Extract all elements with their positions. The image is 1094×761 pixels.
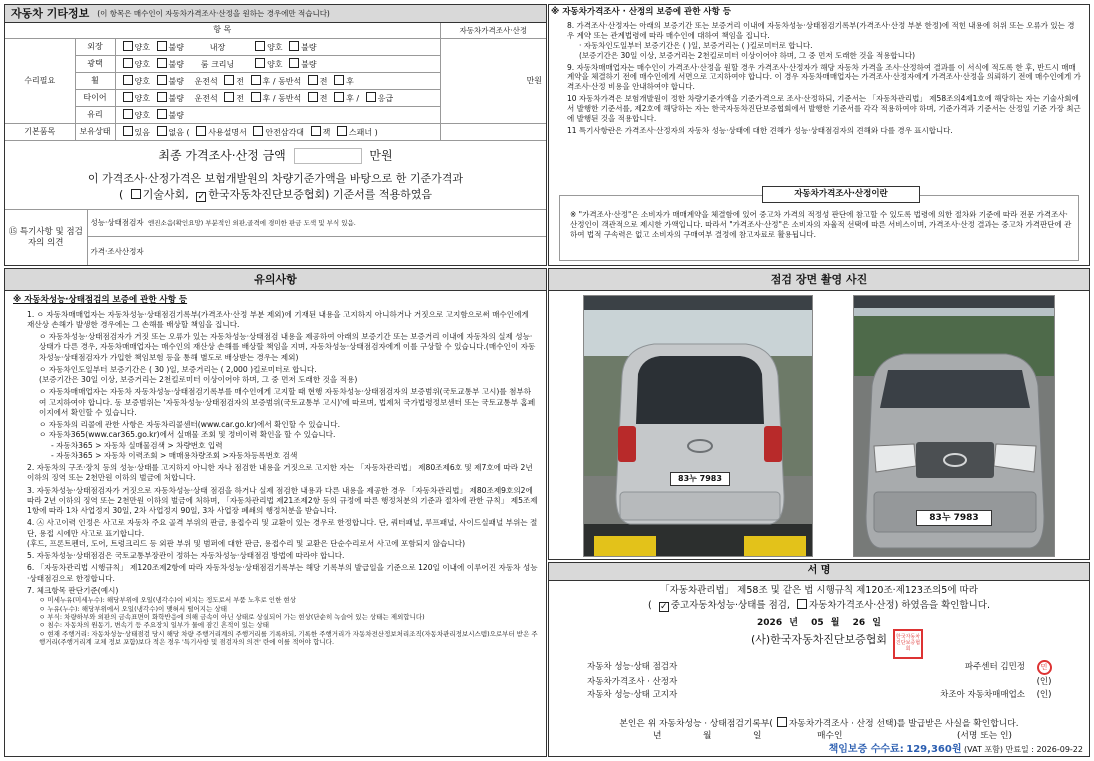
tire-row: 양호 불량 운전석 전 후 / 동반석 전 후 / 응급 xyxy=(115,89,440,106)
wheel-pass-rear-checkbox[interactable] xyxy=(334,75,344,85)
sig-date-line: 2026 년 05 월 26 일 xyxy=(757,617,881,628)
clause-8-period: · 자동차인도일부터 보증기간은 ( )일, 보증거리는 ( )킬로미터로 합니다. xyxy=(579,40,813,50)
final-price-label: 최종 가격조사·산정 금액 xyxy=(158,148,286,162)
rear-plate: 83누 7983 xyxy=(670,472,730,486)
tire-driver-rear-checkbox[interactable] xyxy=(251,92,261,102)
wheel-driver-rear-checkbox[interactable] xyxy=(251,75,261,85)
note-1e: ㅇ 자동차매매업자는 자동차 자동차성능·상태점검기록부를 매수인에게 고지할 때 현행 자동차성능·상태점검자의 보증범위(국토교통부 고시)를 첨부하여 고지하여야 합니다. 동 보증범위는 '자동차성능·상태점검자의 보증범위(국토교통부 고시)'에 따르며, 법제처 국가법령정보센터 또는 국토교통부 홈페이지에서 확인할 수 있습니다. xyxy=(39,387,536,417)
note-7c: ㅇ 부식: 차량하부와 외판의 금속표면이 화학반응에 의해 금속이 아닌 상태로 상실되어 가는 현상(단순히 녹슬어 있는 상태는 제외합니다) xyxy=(39,613,425,621)
items-have-checkbox[interactable] xyxy=(123,126,133,136)
fee-expiry: 만료일 : 2026-09-22 xyxy=(1005,745,1083,754)
room-good-checkbox[interactable] xyxy=(255,58,265,68)
note-1i: - 자동차365 > 자동차 이력조회 > 매매용차량조회 >자동차등록번호 검색 xyxy=(51,450,298,460)
gloss-good-checkbox[interactable] xyxy=(123,58,133,68)
wheel-bad-checkbox[interactable] xyxy=(157,75,167,85)
gloss-bad-checkbox[interactable] xyxy=(157,58,167,68)
front-plate: 83누 7983 xyxy=(916,510,992,526)
tire-bad-checkbox[interactable] xyxy=(157,92,167,102)
col-price-header: 자동차가격조사·산정 xyxy=(440,23,546,38)
price-warranty-title: ※ 자동차가격조사 · 산정의 보증에 관한 사항 등 xyxy=(549,5,1089,19)
appraiser-opinion-label: 가격·조사산정자 xyxy=(87,237,546,266)
note-3: 3. 자동차성능·상태점검자가 거짓으로 자동차성능·상태 점검을 하거나 실제 점검한 내용과 다른 내용을 제공한 경우 「자동차관리법」 제80조제9호의2에 따라 2년 이하의 징역 또는 2천만원 이하의 벌금에 처하며, 「자동차관리법 제21조제2항 등의 규정에 따른 행정처분의 기준과 절차에 관한 규칙」 제5조제1항에 따라 1차 사업정지 30일, 2차 사업정지 90일, 3차 사업장 폐쇄의 행정처분을 받습니다. xyxy=(27,485,538,516)
note-7: 7. 체크항목 판단기준(예시) xyxy=(27,585,119,595)
glass-row: 양호 불량 xyxy=(115,106,440,123)
sig-org-name: (사)한국자동차진단보증협회 xyxy=(750,633,888,647)
basis-line-2: ( 기술사회, ✓ 한국자동차진단보증협회) 기준서를 적용하였음 xyxy=(5,188,546,202)
triangle-checkbox[interactable] xyxy=(253,126,263,136)
tire-label: 타이어 xyxy=(75,89,115,106)
wheel-label: 휠 xyxy=(75,72,115,89)
note-1f: ㅇ 자동차의 리콜에 관한 사항은 자동차리콜센터(www.car.go.kr)에서 확인할 수 있습니다. xyxy=(39,420,340,430)
gloss-label: 광택 xyxy=(75,55,115,72)
tire-pass-front-checkbox[interactable] xyxy=(308,92,318,102)
final-price-input[interactable] xyxy=(294,148,362,164)
note-1: 1. ㅇ 자동차매매업자는 자동차성능·상태점검기록부(가격조사·산정 부분 제외)에 기재된 내용을 고지하지 아니하거나 거짓으로 고지함으로써 매수인에게 재산상 손해가 발생한 경우에는 그 손해를 배상할 책임을 집니다. xyxy=(27,309,529,329)
exterior-good-checkbox[interactable] xyxy=(123,41,133,51)
receipt-line: 본인은 위 자동차성능 · 상태점검기록부( 자동차가격조사 · 산정 선택)를 발급받은 사실을 확인합니다. xyxy=(619,719,1019,729)
front-view-photo xyxy=(853,295,1055,557)
photos-header: 점검 장면 촬영 사진 xyxy=(549,269,1089,291)
note-7a: ㅇ 미세누유(미세누수): 해당부위에 오일(냉각수)이 비치는 정도로서 부품 노후로 인한 현상 xyxy=(39,596,296,605)
other-info-panel xyxy=(4,4,547,266)
note-1g: ㅇ 자동차365(www.car365.go.kr)에서 실매물 조회 및 정비이력 확인을 할 수 있습니다. xyxy=(39,430,336,440)
col-item-header: 항 목 xyxy=(5,23,440,38)
room-clean-label: 룸 크리닝 xyxy=(200,59,235,69)
signature-rows xyxy=(583,659,1059,701)
clause-8: 8. 가격조사·산정자는 아래의 보증기간 또는 보증거리 이내에 자동차성능·상태점검기록부(가격조사·산정 부분 한정)에 적힌 내용에 허위 또는 오류가 있는 경우 계약 또는 관계법령에 따라 매수인에 대하여 책임을 집니다. xyxy=(567,21,1075,40)
appraisal-definition-text: ※ "가격조사·산정"은 소비자가 매매계약을 체결함에 있어 중고차 가격의 적정성 판단에 참고할 수 있도록 법령에 의한 절차와 기준에 따라 전문 가격조사·산정인이 객관적으로 제시한 가액입니다. 따라서 "가격조사·산정"은 소비자의 자율적 선택에 따른 서비스이며, 가격조사·산정 결과는 중고차 가격판단에 관하여 법적 구속력은 없고 소비자의 구매여부 결정에 참고자료로 활용됩니다. xyxy=(570,210,1072,240)
clause-8-note: (보증기간은 30일 이상, 보증거리는 2천킬로미터 이상이어야 하며, 그 중 먼저 도래한 것을 적용합니다) xyxy=(579,50,916,60)
notes-panel xyxy=(4,268,547,757)
buyer-sig: (서명 또는 인) xyxy=(957,731,1012,741)
final-price-line xyxy=(5,148,546,166)
rear-van-illustration xyxy=(584,296,813,557)
other-info-header xyxy=(5,5,546,23)
note-4b: (후드, 프론트펜더, 도어, 트렁크리드 등 외판 부위 및 범퍼에 대한 판금, 용접수리 및 교환은 단순수리로서 사고에 포함되지 않습니다) xyxy=(27,538,466,548)
repair-needed-label: 수리필요 xyxy=(5,38,75,123)
tire-good-checkbox[interactable] xyxy=(123,92,133,102)
wheel-pass-front-checkbox[interactable] xyxy=(308,75,318,85)
kaida-checkbox[interactable] xyxy=(196,192,206,202)
basic-items-row: 있음 없음 ( 사용설명서 안전삼각대 잭 스패너 ) xyxy=(115,123,440,140)
price-appraisal-checkbox[interactable] xyxy=(797,599,807,609)
receipt-appraisal-checkbox[interactable] xyxy=(777,717,787,727)
spanner-checkbox[interactable] xyxy=(337,126,347,136)
sig-confirm-line: ( ✓ 중고자동차성능·상태를 점검, 자동차가격조사·산정) 하였음을 확인합니다. xyxy=(549,599,1089,612)
sig-year: 2026 xyxy=(757,617,783,628)
sig-month: 05 xyxy=(811,617,824,628)
exterior-label: 외장 xyxy=(75,38,115,55)
interior-label: 내장 xyxy=(209,42,226,52)
gloss-row: 양호 불량 룸 크리닝 양호 불량 xyxy=(115,55,440,72)
note-7b: ㅇ 누유(누수): 해당부위에서 오일(냉각수)이 맺혀서 떨어지는 상태 xyxy=(39,604,227,613)
appraisal-definition-box xyxy=(559,195,1079,261)
signature-panel: 서 명 「자동차관리법」 제58조 및 같은 법 시행규칙 제120조·제123조의5에 따라 ( ✓ 중고자동차성능·상태를 점검, 자동차가격조사·산정) 하였음을 확인합니다. 2026 년 05 월 26 일 (사)한국자동차진단보증협회 한국자동차진단보증협회 자동차 성능·상태 점검자 파주센터 김민정 민 자동차가격조사 · 산정자 (인) 자동차 성능·상태 고지자 차조아 자동차매매업소 (인) 본인은 위 자동차성능 · 상태점검기록부( 자동차가격조사 · 산정 선택)를 발급받은 사실을 확인합니다. 년 월 일 매수인 (서명 또는 인) 책임보증 수수료: 129,360원 (VAT 포함) 만료일 : 2026-09-22 xyxy=(548,562,1090,757)
sig-day: 26 xyxy=(852,617,866,628)
possession-label: 보유상태 xyxy=(75,123,115,140)
clause-11: 11 특기사항란은 가격조사·산정자의 자동차 성능·상태에 대한 견해가 성능·상태점검자의 견해와 다를 경우 표시합니다. xyxy=(567,125,953,135)
notifier-sig: (인) xyxy=(1036,689,1052,700)
special-notes-table xyxy=(5,209,546,266)
jack-checkbox[interactable] xyxy=(311,126,321,136)
exterior-row: 양호 불량 내장 양호 불량 xyxy=(115,38,440,55)
appraisal-definition-box-title: 자동차가격조사·산정이란 xyxy=(762,186,920,203)
note-7d: ㅇ 침수: 자동차의 원동기, 변속기 등 주요장치 일부가 물에 잠긴 흔적이 있는 상태 xyxy=(39,621,269,630)
notes-list xyxy=(13,310,538,647)
interior-bad-checkbox[interactable] xyxy=(289,41,299,51)
note-1h: - 자동차365 > 자동차 실매물검색 > 차량번호 입력 xyxy=(51,440,223,450)
org-seal xyxy=(893,629,923,659)
items-none-checkbox[interactable] xyxy=(157,126,167,136)
note-5: 5. 자동차성능·상태점검은 국토교통부장관이 정하는 자동차성능·상태점검 방법에 따라야 합니다. xyxy=(27,551,345,561)
performance-check-checkbox[interactable] xyxy=(659,602,669,612)
fee-vat: (VAT 포함) xyxy=(964,745,1003,754)
wheel-good-checkbox[interactable] xyxy=(123,75,133,85)
note-1b: ㅇ 자동차성능·상태점검자가 거짓 또는 오류가 있는 자동차성능·상태점검 내용을 제공하여 아래의 보증기간 또는 보증거리 이내에 자동차의 실제 성능·상태가 다른 경우, 자동차매매업자는 매수인의 재산상 손해를 배상할 책임을 지며, 자동차성능·상태점검자에게 이를 구상할 수 있습니다.(매수인이 자동차성능·상태점검자가 가입한 책임보험 등을 통해 별도로 배상받는 경우는 제외) xyxy=(39,332,536,362)
org-seal-text: 한국자동차진단보증협회 xyxy=(895,634,921,652)
final-price-unit: 만원 xyxy=(369,148,393,162)
signature-header: 서 명 xyxy=(549,563,1089,581)
photos-panel xyxy=(548,268,1090,560)
room-bad-checkbox[interactable] xyxy=(289,58,299,68)
rear-view-photo xyxy=(583,295,813,557)
inspector-seal: 민 xyxy=(1029,659,1059,676)
clause-9: 9. 자동차매매업자는 매수인이 가격조사·산정을 원할 경우 가격조사·산정자가 해당 자동차 가격을 조사·산정하여 결과를 이 서식에 적도록 한 후, 반드시 매매계약을 체결하기 전에 매수인에게 서면으로 고지하여야 합니다. 이 경우 자동차매매업자는 가격조사·산정자에게 가격조사·산정을 의뢰하기 전에 매수인에게 가격조사·산정 비용을 안내하여야 합니다. xyxy=(567,62,1081,92)
sig-org-line xyxy=(549,633,1089,649)
notes-body xyxy=(5,291,546,647)
manual-checkbox[interactable] xyxy=(196,126,206,136)
basis-line-1: 이 가격조사·산정가격은 보험개발원의 차량기준가액을 바탕으로 한 기준가격과 xyxy=(87,171,464,185)
note-7e: ㅇ 현재 주행거리: 자동차성능·상태점검 당시 해당 차량 주행거리계의 주행거리를 기록하되, 기록한 주행거리가 자동차전산정보처리조직(자동차관리정보시스템)으로부터 받은 주행거리(주행거리계 교체 정보 포함)보다 적은 경우 '특기사항 및 점검자의 의견' 란에 이를 적어야 합니다. xyxy=(39,629,538,647)
special-notes-label: ⑮ 특기사항 및 점검자의 의견 xyxy=(5,210,87,266)
inspector-opinion-cell xyxy=(87,210,546,237)
tire-pass-rear-checkbox[interactable] xyxy=(334,92,344,102)
wheel-row: 양호 불량 운전석 전 후 / 동반석 전 후 xyxy=(115,72,440,89)
note-2: 2. 자동차의 구조·장치 등의 성능·상태를 고지하지 아니한 자나 점검한 내용을 거짓으로 고지한 자는 「자동차관리법」 제80조제6호 및 제7호에 따라 2년 이하의 징역 또는 2천만원 이하의 벌금에 처합니다. xyxy=(27,463,533,483)
other-info-title: 자동차 기타정보 xyxy=(11,6,90,20)
note-4: 4. ㉦ 사고이력 인정은 사고로 자동차 주요 골격 부위의 판금, 용접수리 및 교환이 있는 경우로 한정합니다. 단, 쿼터패널, 루프패널, 사이드실패널 부위는 절단, 용접 시에만 사고로 표기합니다. xyxy=(27,518,538,538)
wheel-driver-front-checkbox[interactable] xyxy=(224,75,234,85)
price-warranty-panel xyxy=(548,4,1090,266)
inspector-row-value: 파주센터 김민정 xyxy=(964,662,1025,673)
interior-good-checkbox[interactable] xyxy=(255,41,265,51)
fee-label: 책임보증 수수료: xyxy=(828,744,904,755)
basic-items-label: 기본품목 xyxy=(5,123,75,140)
fee-value: 129,360원 xyxy=(906,744,962,755)
notes-title: ※ 자동차성능·상태점검의 보증에 관한 사항 등 xyxy=(13,295,188,305)
tech-society-checkbox[interactable] xyxy=(131,189,141,199)
exterior-bad-checkbox[interactable] xyxy=(157,41,167,51)
clause-10: 10 자동차가격은 보험개발원이 정한 차량기준가액을 기준가격으로 조사·산정하되, 기준서는 「자동차관리법」 제58조의4제1호에 해당하는 자는 기술사회에서 발행한 기준서를, 제2호에 해당하는 자는 한국자동차진단보증협회에서 발행한 기준서를 각각 적용하여야 하며, 기준가격과 기준서는 산정일 기준 가장 최근에 발행된 것을 적용합니다. xyxy=(567,94,1081,124)
inspector-opinion-label: 성능·상태점검자 xyxy=(90,218,144,228)
buyer-label: 매수인 xyxy=(817,731,843,741)
other-info-subtitle: (이 항목은 매수인이 자동차가격조사·산정을 원하는 경우에만 적습니다) xyxy=(97,8,330,18)
price-unit-cell: 만원 xyxy=(440,38,546,123)
tire-driver-front-checkbox[interactable] xyxy=(224,92,234,102)
glass-label: 유리 xyxy=(75,106,115,123)
note-1c: ㅇ 자동차인도일부터 보증기간은 ( 30 )일, 보증거리는 ( 2,000 )킬로미터로 합니다. xyxy=(39,364,317,374)
appraiser-sig: (인) xyxy=(1036,677,1052,687)
notes-header: 유의사항 xyxy=(5,269,546,291)
notifier-row-label: 자동차 성능·상태 고지자 xyxy=(587,689,678,700)
note-6: 6. 「자동차관리법 시행규칙」 제120조제2항에 따라 자동차성능·상태점검기록부는 해당 기록부의 발급일을 기준으로 120일 이내에 이루어진 자동차 성능·상태점검으로 한정합니다. xyxy=(27,563,538,583)
appraiser-row-label: 자동차가격조사 · 산정자 xyxy=(587,677,678,687)
other-info-table xyxy=(5,23,546,141)
inspector-row-label: 자동차 성능·상태 점검자 xyxy=(587,662,678,673)
tire-emergency-checkbox[interactable] xyxy=(366,92,376,102)
notifier-row-value: 차조아 자동차매매업소 xyxy=(940,689,1025,700)
sig-law-line: 「자동차관리법」 제58조 및 같은 법 시행규칙 제120조·제123조의5에 따라 xyxy=(660,585,978,596)
glass-bad-checkbox[interactable] xyxy=(157,109,167,119)
price-warranty-body xyxy=(549,19,1089,136)
glass-good-checkbox[interactable] xyxy=(123,109,133,119)
note-1d: (보증기간은 30일 이상, 보증거리는 2천킬로미터 이상이어야 하며, 그 중 먼저 도래한 것을 적용) xyxy=(39,375,358,385)
inspector-opinion-text: 엔진소음(확인요망) 부분적인 외판,골격에 경미한 판금 도색 및 부식 있음. xyxy=(148,219,356,228)
fee-line xyxy=(549,744,1083,757)
